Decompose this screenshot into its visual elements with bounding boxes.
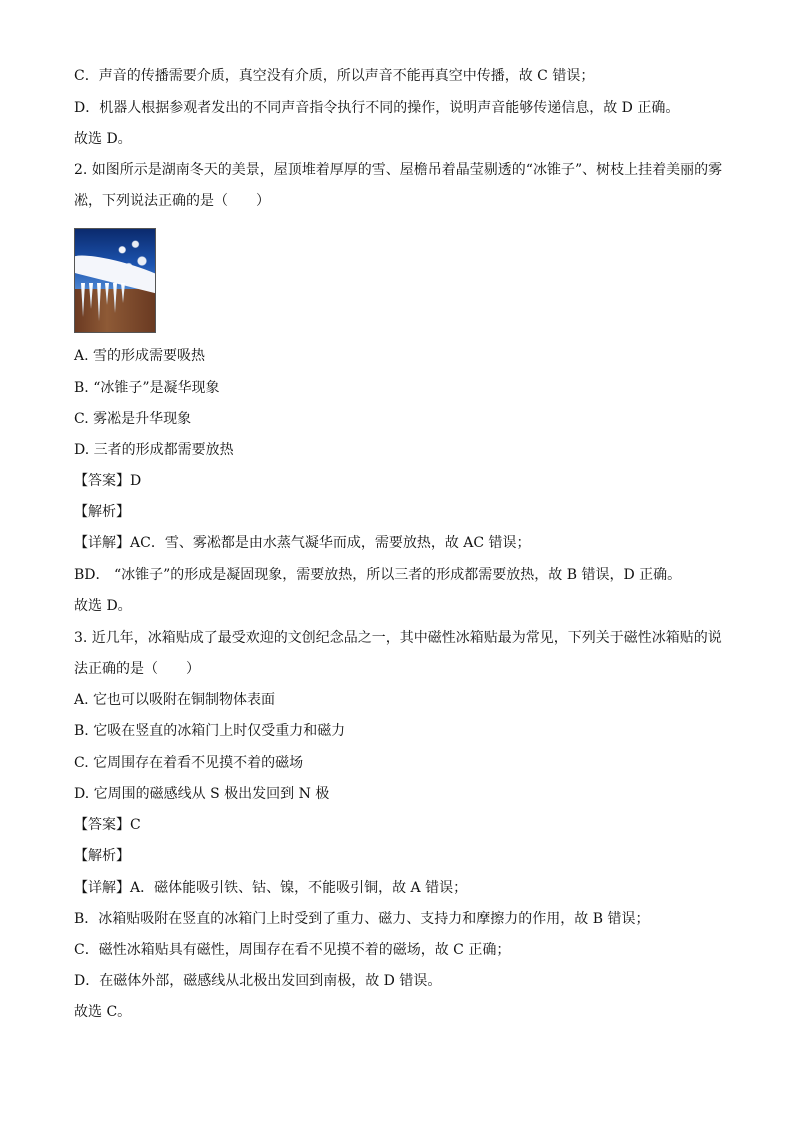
question-2-stem: 2. 如图所示是湖南冬天的美景，屋顶堆着厚厚的雪、屋檐吊着晶莹剔透的“冰锥子”、树枝上挂着美丽的雾 — [74, 162, 723, 178]
text-line: D．机器人根据参观者发出的不同声音指令执行不同的操作，说明声音能够传递信息，故 D 正确。 — [74, 100, 680, 116]
detail-text: C．磁性冰箱贴具有磁性，周围存在看不见摸不着的磁场，故 C 正确； — [74, 942, 511, 958]
conclusion-text: 故选 D。 — [74, 598, 132, 614]
detail-text: BD． “冰锥子”的形成是凝固现象，需要放热，所以三者的形成都需要放热，故 B 错误，D 正确。 — [74, 567, 682, 583]
question-3-stem: 3. 近几年，冰箱贴成了最受欢迎的文创纪念品之一，其中磁性冰箱贴最为常见，下列关于磁性冰箱贴的说 — [74, 630, 722, 646]
detail-text: B．冰箱贴吸附在竖直的冰箱门上时受到了重力、磁力、支持力和摩擦力的作用，故 B 错误； — [74, 911, 650, 927]
option-a: A. 雪的形成需要吸热 — [74, 348, 206, 364]
answer-label: 【答案】D — [74, 473, 142, 489]
question-2-stem-cont: 凇，下列说法正确的是（ ） — [74, 193, 270, 209]
option-a: A. 它也可以吸附在铜制物体表面 — [74, 692, 276, 708]
answer-label: 【答案】C — [74, 817, 141, 833]
detail-text: 【详解】A．磁体能吸引铁、钴、镍，不能吸引铜，故 A 错误； — [74, 880, 468, 896]
detail-text: D．在磁体外部，磁感线从北极出发回到南极，故 D 错误。 — [74, 973, 442, 989]
text-line: 故选 D。 — [74, 131, 132, 147]
analysis-label: 【解析】 — [74, 504, 130, 520]
text-line: C．声音的传播需要介质，真空没有介质，所以声音不能再真空中传播，故 C 错误； — [74, 68, 595, 84]
winter-snow-icicle-photo — [74, 228, 156, 333]
question-3-stem-cont: 法正确的是（ ） — [74, 661, 200, 677]
option-d: D. 它周围的磁感线从 S 极出发回到 N 极 — [74, 786, 330, 802]
option-c: C. 它周围存在着看不见摸不着的磁场 — [74, 755, 304, 771]
option-b: B. “冰锥子”是凝华现象 — [74, 380, 220, 396]
detail-text: 【详解】AC．雪、雾凇都是由水蒸气凝华而成，需要放热，故 AC 错误； — [74, 535, 531, 551]
option-b: B. 它吸在竖直的冰箱门上时仅受重力和磁力 — [74, 723, 346, 739]
option-c: C. 雾凇是升华现象 — [74, 411, 192, 427]
option-d: D. 三者的形成都需要放热 — [74, 442, 234, 458]
conclusion-text: 故选 C。 — [74, 1004, 132, 1020]
analysis-label: 【解析】 — [74, 848, 130, 864]
